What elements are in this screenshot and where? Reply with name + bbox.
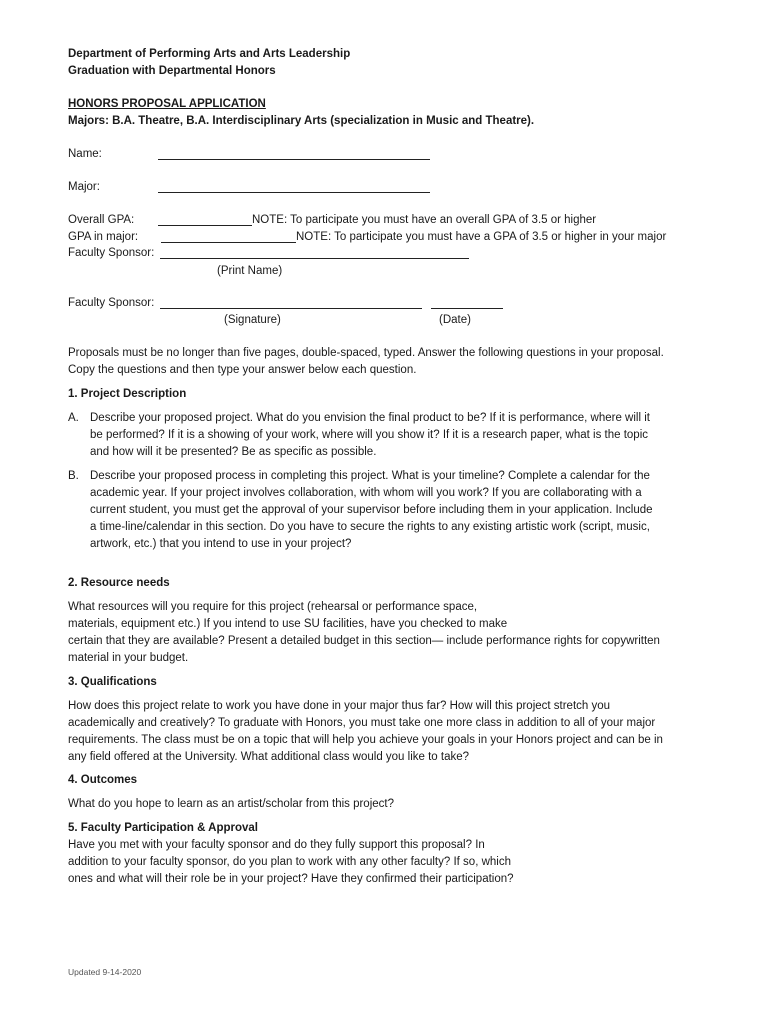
date-caption: (Date): [439, 314, 471, 326]
section-2-line: certain that they are available? Present a detailed budget in this section— include performance rights for copywritten: [68, 635, 660, 647]
section-3-line: requirements. The class must be on a topic that will help you achieve your goals in your Honors project and can be in: [68, 734, 663, 746]
item-b-line: current student, you must get the approval of your supervisor before including them in your application. Include: [90, 504, 653, 516]
name-label: Name:: [68, 148, 102, 160]
item-a-letter: A.: [68, 412, 79, 424]
section-5-body: [68, 837, 708, 888]
faculty-sponsor-label: Faculty Sponsor:: [68, 247, 155, 259]
item-b-line: artwork, etc.) that you intend to use in your project?: [90, 538, 352, 550]
gpa-major-field[interactable]: [161, 230, 296, 243]
overall-gpa-field[interactable]: [158, 213, 252, 226]
major-field[interactable]: [158, 180, 430, 193]
section-3-line: How does this project relate to work you have done in your major thus far? How will this project stretch you: [68, 700, 611, 712]
item-b-letter: B.: [68, 470, 79, 482]
item-b-line: Describe your proposed process in completing this project. What is your timeline? Complete a calendar for the: [90, 470, 650, 482]
department-title: Department of Performing Arts and Arts Leadership: [68, 48, 351, 60]
overall-gpa-note: NOTE: To participate you must have an overall GPA of 3.5 or higher: [252, 214, 597, 226]
section-2-line: material in your budget.: [68, 652, 189, 664]
gpa-major-label: GPA in major:: [68, 231, 139, 243]
faculty-sponsor-signature-field[interactable]: [160, 296, 422, 309]
name-field[interactable]: [158, 147, 430, 160]
majors-line: Majors: B.A. Theatre, B.A. Interdisciplinary Arts (specialization in Music and Theatre).: [68, 115, 535, 127]
signature-caption: (Signature): [224, 314, 281, 326]
section-5-line: addition to your faculty sponsor, do you plan to work with any other faculty? If so, which: [68, 856, 511, 868]
date-field[interactable]: [431, 296, 503, 309]
section-1-heading: 1. Project Description: [68, 388, 187, 400]
item-a-line: and how will it be presented? Be as specific as possible.: [90, 446, 377, 458]
overall-gpa-label: Overall GPA:: [68, 214, 135, 226]
intro-line: Copy the questions and then type your answer below each question.: [68, 364, 417, 376]
updated-footer: Updated 9-14-2020: [68, 967, 142, 977]
faculty-sponsor-name-field[interactable]: [160, 246, 469, 259]
section-2-line: What resources will you require for this project (rehearsal or performance space,: [68, 601, 478, 613]
section-2-body: [68, 599, 708, 667]
section-4-body: What do you hope to learn as an artist/scholar from this project?: [68, 798, 394, 810]
section-5-heading: 5. Faculty Participation & Approval: [68, 822, 259, 834]
section-2-line: materials, equipment etc.) If you intend to use SU facilities, have you checked to make: [68, 618, 508, 630]
faculty-sponsor-signature-label: Faculty Sponsor:: [68, 297, 155, 309]
section-3-line: academically and creatively? To graduate with Honors, you must take one more class in addition to all of your major: [68, 717, 656, 729]
print-name-caption: (Print Name): [217, 265, 283, 277]
section-3-heading: 3. Qualifications: [68, 676, 157, 688]
section-4-heading: 4. Outcomes: [68, 774, 138, 786]
section-3-body: [68, 698, 708, 766]
section-3-line: any field offered at the University. What additional class would you like to take?: [68, 751, 470, 763]
section-2-heading: 2. Resource needs: [68, 577, 170, 589]
section-5-line: Have you met with your faculty sponsor and do they fully support this proposal? In: [68, 839, 485, 851]
item-a-line: be performed? If it is a showing of your work, where will you show it? If it is a research paper, what is the topic: [90, 429, 649, 441]
item-a-line: Describe your proposed project. What do you envision the final product to be? If it is performance, where will it: [90, 412, 650, 424]
item-b-line: a time-line/calendar in this section. Do you have to secure the rights to any existing artistic work (script, music,: [90, 521, 650, 533]
intro-line: Proposals must be no longer than five pages, double-spaced, typed. Answer the following questions in your proposal.: [68, 347, 664, 359]
honors-subtitle: Graduation with Departmental Honors: [68, 65, 276, 77]
major-label: Major:: [68, 181, 100, 193]
application-title: HONORS PROPOSAL APPLICATION: [68, 98, 266, 110]
gpa-major-note: NOTE: To participate you must have a GPA of 3.5 or higher in your major: [296, 231, 667, 243]
item-b-line: academic year. If your project involves collaboration, with whom will you work? If you are collaborating with a: [90, 487, 642, 499]
section-5-line: ones and what will their role be in your project? Have they confirmed their participation?: [68, 873, 514, 885]
intro-paragraph: [68, 345, 708, 379]
